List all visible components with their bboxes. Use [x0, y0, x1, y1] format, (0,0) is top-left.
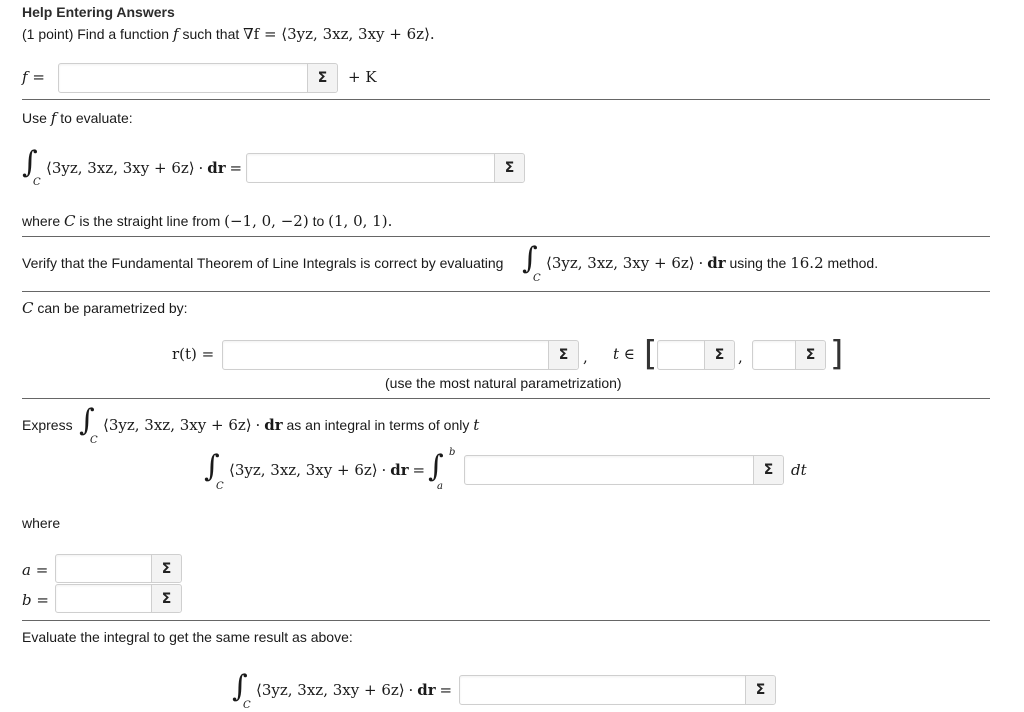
evaluate-text: Evaluate the integral to get the same result as above: [22, 629, 353, 645]
c-variable: C [22, 299, 34, 317]
method-number: 16.2 [790, 254, 824, 272]
dr-symbol: dr [390, 461, 409, 479]
a-label: a = [22, 561, 49, 579]
b-answer-box [55, 584, 182, 613]
parametrization-hint: (use the most natural parametrization) [385, 375, 622, 391]
t-variable: t [473, 416, 480, 434]
b-equation-editor-button[interactable]: Σ [151, 585, 181, 612]
final-answer-box [459, 675, 776, 705]
integral-subscript-c: C [216, 481, 224, 492]
where-text: where [22, 515, 61, 531]
equals-sign: = [439, 681, 453, 699]
can-be-parametrized-text: can be parametrized by: [37, 300, 188, 316]
integral-sign: ∫ [79, 403, 95, 438]
dt-symbol: dt [791, 461, 807, 479]
divider [22, 398, 990, 399]
to-evaluate-text: to evaluate: [60, 110, 133, 126]
vector-field: ⟨3yz, 3xz, 3xy + 6z⟩ [256, 681, 405, 699]
r-of-t-label: r(t) = [172, 345, 215, 363]
dr-symbol: dr [207, 159, 226, 177]
integral-subscript-c: C [33, 177, 41, 188]
vector-field: ⟨3yz, 3xz, 3xy + 6z⟩ [103, 416, 252, 434]
vector-field: ⟨3yz, 3xz, 3xy + 6z⟩ [546, 254, 695, 272]
such-that-text: such that [182, 26, 240, 42]
vector-field: ⟨3yz, 3xz, 3xy + 6z⟩ [46, 159, 195, 177]
integral-answer-box [246, 153, 525, 183]
dot-operator: · [255, 416, 261, 434]
a-answer-input[interactable] [56, 555, 153, 582]
integral-sign: ∫ [522, 241, 538, 276]
left-bracket: [ [644, 334, 658, 374]
f-variable: f [172, 25, 179, 43]
dot-operator: · [381, 461, 387, 479]
line-integral-expression [46, 159, 242, 177]
use-text: Use [22, 110, 47, 126]
t-upper-input[interactable] [753, 341, 797, 369]
final-equation-editor-button[interactable]: Σ [745, 676, 775, 704]
lower-limit-a: a [437, 481, 443, 492]
end-point: (1, 0, 1). [328, 212, 393, 230]
express-word: Express [22, 417, 73, 433]
start-point: (−1, 0, −2) [224, 212, 309, 230]
plus-k-constant: + K [348, 68, 377, 86]
dot-operator: · [198, 159, 204, 177]
integral-subscript-c: C [90, 435, 98, 446]
in-terms-of-text: as an integral in terms of only [286, 417, 470, 433]
r-equation-editor-button[interactable]: Σ [548, 341, 578, 369]
r-answer-box [222, 340, 579, 370]
dr-symbol: dr [417, 681, 436, 699]
problem-statement [22, 25, 435, 43]
upper-limit-b: b [449, 447, 456, 458]
where-text: where [22, 213, 61, 229]
verify-text: Verify that the Fundamental Theorem of Line Integrals is correct by evaluating [22, 255, 504, 271]
integral-subscript-c: C [243, 700, 251, 711]
right-bracket: ] [830, 334, 844, 374]
dot-operator: · [698, 254, 704, 272]
b-label: b = [22, 591, 49, 609]
express-integral-expression [103, 416, 479, 434]
t-lower-box [657, 340, 735, 370]
lhs-integral-expression [229, 461, 425, 479]
method-text: method. [827, 255, 879, 271]
t-lower-equation-editor-button[interactable]: Σ [704, 341, 734, 369]
to-text: to [312, 213, 325, 229]
divider [22, 620, 990, 621]
straight-line-text: is the straight line from [79, 213, 221, 229]
final-answer-input[interactable] [460, 676, 747, 704]
t-upper-box [752, 340, 826, 370]
dr-symbol: dr [264, 416, 283, 434]
page-title: Help Entering Answers [22, 4, 175, 20]
t-upper-equation-editor-button[interactable]: Σ [795, 341, 825, 369]
integrand-equation-editor-button[interactable]: Σ [753, 456, 783, 484]
comma: , [583, 348, 588, 366]
f-label: f = [22, 68, 45, 86]
parametrize-text [22, 299, 188, 317]
f-equation-editor-button[interactable]: Σ [307, 64, 337, 92]
t-upper-wrap [752, 340, 826, 370]
a-equation-editor-button[interactable]: Σ [151, 555, 181, 582]
divider [22, 291, 990, 292]
integrand-answer-box [464, 455, 784, 485]
integral-equation-editor-button[interactable]: Σ [494, 154, 524, 182]
t-in-label: t ∈ [613, 345, 635, 363]
f-answer-input[interactable] [59, 64, 309, 92]
points-text: (1 point) Find a function [22, 26, 170, 42]
integral-sign: ∫ [232, 669, 248, 704]
use-f-text [22, 109, 133, 127]
equals-sign: = [229, 159, 243, 177]
dot-operator: · [408, 681, 414, 699]
integrand-answer-input[interactable] [465, 456, 755, 484]
using-the-text: using the [729, 255, 787, 271]
use-f-variable: f [50, 109, 57, 127]
dr-symbol: dr [707, 254, 726, 272]
divider [22, 236, 990, 237]
equals-sign: = [412, 461, 426, 479]
b-answer-input[interactable] [56, 585, 153, 612]
integral-sign: ∫ [22, 145, 38, 180]
comma: , [738, 348, 743, 366]
verify-integral-expression [546, 254, 878, 272]
integral-subscript-c: C [533, 273, 541, 284]
r-answer-input[interactable] [223, 341, 550, 369]
final-integral-expression [256, 681, 452, 699]
integral-sign: ∫ [204, 449, 220, 484]
divider [22, 99, 990, 100]
t-lower-input[interactable] [658, 341, 706, 369]
a-answer-box [55, 554, 182, 583]
definite-integral-sign: ∫ [428, 449, 444, 484]
where-c-text [22, 212, 392, 230]
integral-answer-input[interactable] [247, 154, 496, 182]
vector-field: ⟨3yz, 3xz, 3xy + 6z⟩ [229, 461, 378, 479]
f-answer-box [58, 63, 338, 93]
gradient-expression: ∇f = ⟨3yz, 3xz, 3xy + 6z⟩. [243, 25, 435, 43]
c-variable: C [64, 212, 76, 230]
